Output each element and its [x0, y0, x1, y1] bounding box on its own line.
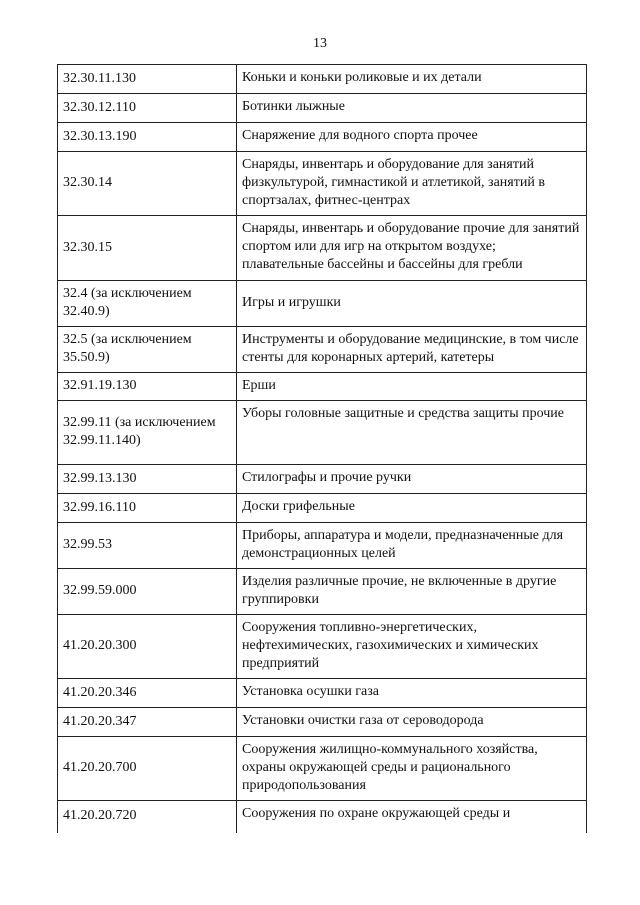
table-row — [58, 65, 587, 94]
description-cell: Доски грифельные — [237, 494, 587, 523]
page-number: 13 — [313, 36, 327, 51]
description-cell: Инструменты и оборудование медицинские, в том числе стенты для коронарных артерий, катетеры — [237, 327, 587, 373]
code-cell: 32.99.11 (за исключением 32.99.11.140) — [58, 401, 237, 465]
description-cell: Сооружения топливно-энергетических, нефтехимических, газохимических и химических предприятий — [237, 615, 587, 679]
code-cell: 32.30.12.110 — [58, 94, 237, 123]
description-cell: Стилографы и прочие ручки — [237, 465, 587, 494]
table-row — [58, 708, 587, 737]
code-cell: 32.91.19.130 — [58, 373, 237, 401]
code-cell: 41.20.20.300 — [58, 615, 237, 679]
code-cell: 41.20.20.700 — [58, 737, 237, 801]
description-cell: Ерши — [237, 373, 587, 401]
table-row — [58, 569, 587, 615]
description-cell: Снаряды, инвентарь и оборудование прочие для занятий спортом или для игр на открытом воздухе; плавательные бассейны и бассейны для гребли — [237, 216, 587, 281]
code-cell: 32.99.16.110 — [58, 494, 237, 523]
description-cell: Снаряды, инвентарь и оборудование для занятий физкультурой, гимнастикой и атлетикой, занятий в спортзалах, фитнес-центрах — [237, 152, 587, 216]
table-row — [58, 281, 587, 327]
code-cell: 32.30.14 — [58, 152, 237, 216]
codes-table — [57, 64, 587, 833]
code-cell: 32.30.11.130 — [58, 65, 237, 94]
description-cell: Установки очистки газа от сероводорода — [237, 708, 587, 737]
code-cell: 32.4 (за исключением 32.40.9) — [58, 281, 237, 327]
table-row — [58, 494, 587, 523]
table-row — [58, 123, 587, 152]
code-cell: 32.99.53 — [58, 523, 237, 569]
table-row — [58, 216, 587, 281]
table-row — [58, 679, 587, 708]
table-row — [58, 94, 587, 123]
table-row — [58, 465, 587, 494]
table-row — [58, 523, 587, 569]
table-row — [58, 373, 587, 401]
code-cell: 32.5 (за исключением 35.50.9) — [58, 327, 237, 373]
table-row — [58, 737, 587, 801]
description-cell: Уборы головные защитные и средства защиты прочие — [237, 401, 587, 465]
code-cell: 41.20.20.346 — [58, 679, 237, 708]
description-cell: Сооружения по охране окружающей среды и — [237, 801, 587, 833]
description-cell: Коньки и коньки роликовые и их детали — [237, 65, 587, 94]
table-row — [58, 152, 587, 216]
table-row — [58, 327, 587, 373]
code-cell: 41.20.20.347 — [58, 708, 237, 737]
description-cell: Изделия различные прочие, не включенные в другие группировки — [237, 569, 587, 615]
description-cell: Сооружения жилищно-коммунального хозяйства, охраны окружающей среды и рационального природопользования — [237, 737, 587, 801]
table-row — [58, 615, 587, 679]
description-cell: Установка осушки газа — [237, 679, 587, 708]
code-cell: 32.30.13.190 — [58, 123, 237, 152]
table-row — [58, 401, 587, 465]
description-cell: Ботинки лыжные — [237, 94, 587, 123]
description-cell: Игры и игрушки — [237, 281, 587, 327]
code-cell: 32.30.15 — [58, 216, 237, 281]
description-cell: Приборы, аппаратура и модели, предназначенные для демонстрационных целей — [237, 523, 587, 569]
table-row — [58, 801, 587, 833]
code-cell: 41.20.20.720 — [58, 801, 237, 833]
code-cell: 32.99.13.130 — [58, 465, 237, 494]
code-cell: 32.99.59.000 — [58, 569, 237, 615]
description-cell: Снаряжение для водного спорта прочее — [237, 123, 587, 152]
